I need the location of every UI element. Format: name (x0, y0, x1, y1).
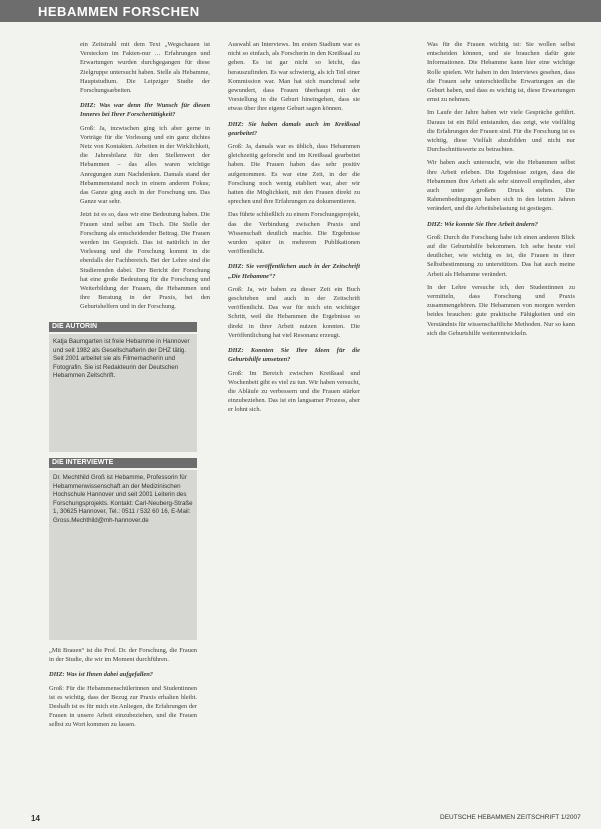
body-paragraph: Wir haben auch untersucht, wie die Hebammen selbst ihre Arbeit erleben. Die Ergebnisse zeigen, dass die Hebammen ihre Arbeit als sehr sinnvoll empfinden, aber auch unter großem Druck stehen. Die Rahmenbedingungen haben sich in den letzten Jahren verändert, und die Arbeitsbelastung ist gestiegen. (427, 159, 575, 213)
body-paragraph: In der Lehre versuche ich, den Studentinnen zu vermitteln, dass Forschung und Praxis zusammengehören. Die Hebammen von morgen werden beides brauchen: gute praktische Fähigkeiten und ein Verständnis für wissenschaftliche Methoden. Nur so kann sich die Geburtshilfe weiterentwickeln. (427, 283, 575, 337)
body-paragraph: Groß: Ja, damals war es üblich, dass Hebammen gleichzeitig geforscht und im Kreißsaal gearbeitet haben. Die Frauen haben das sehr positiv aufgenommen. Es war eine Zeit, in der die Forschung noch wenig etabliert war, aber wir hatten die Möglichkeit, mit den Frauen direkt zu sprechen und ihre Erfahrungen zu dokumentieren. (228, 143, 360, 206)
body-paragraph: Groß: Für die Hebammenschülerinnen und Studentinnen ist es wichtig, dass der Bezug zur Praxis erhalten bleibt. Deshalb ist es für mich ein Anliegen, die Erfahrungen der Frauen in unsere Arbeit einzubeziehen, und die Frauen selbst zu Wort kommen zu lassen. (49, 684, 197, 729)
interview-question: DHZ: Konnten Sie Ihre Ideen für die Geburtshilfe umsetzen? (228, 347, 360, 364)
body-paragraph: Jetzt ist es so, dass wir eine Bedeutung haben. Die Frauen sind selbst am Tisch. Die Stelle der Forschung als entscheidender Beitrag. Die Frauen werden im Gespräch. Das ist natürlich in der Vorlesung und die Forschung kommt in die ebenfalls der Fachbereich. Bei der Lehre sind die Studierenden dabei. Der Bericht der Forschung hat eine große Bedeutung für die Forschung und Weiterbildung der Frauen, die Hebammen und ihre Beratung in der Praxis, bei den Geburtshelfern und in der Forschung. (80, 211, 210, 310)
interview-box-label: DIE INTERVIEWTE (49, 458, 197, 468)
body-paragraph: Groß: Im Bereich zwischen Kreißsaal und Wochenbett gibt es viel zu tun. Wir haben versucht, die Abläufe zu verbessern und die Frauen stärker einzubeziehen. Das ist ein langsamer Prozess, aber er lohnt sich. (228, 369, 360, 414)
page-header (0, 0, 601, 22)
body-paragraph: Das führte schließlich zu einem Forschungsprojekt, das die Verbindung zwischen Praxis und Wissenschaft deutlich machte. Die Ergebnisse wurden später in mehreren Publikationen veröffentlicht. (228, 211, 360, 256)
interview-box-text: Dr. Mechthild Groß ist Hebamme, Professorin für Hebammenwissenschaft an der Medizinischen Hochschule Hannover und seit 2001 Leiterin des Forschungsprojekts. Kontakt: Carl-Neuberg-Straße 1, 30625 Hannover, Tel.: 0511 / 532 60 16, E-Mail: Gross.Mechthild@mh-hannover.de (53, 474, 193, 524)
body-paragraph: Was für die Frauen wichtig ist: Sie wollen selbst entscheiden können, und sie brauchen dafür gute Informationen. Die Hebamme kann hier eine wichtige Rolle spielen. Wir haben in den Interviews gesehen, dass die Frauen sehr unterschiedliche Erwartungen an die Geburt haben, und dass es wichtig ist, diese Erwartungen ernst zu nehmen. (427, 41, 575, 104)
author-box-text: Katja Baumgarten ist freie Hebamme in Hannover und seit 1982 als Gesellschafterin der DHZ tätig. Seit 2001 arbeitet sie als Filmemacherin und Fotografin. Sie ist Redakteurin der Deutschen Hebammen Zeitschrift. (53, 338, 190, 380)
left-column (80, 40, 210, 310)
interview-question: DHZ: Was war denn Ihr Wunsch für diesen Inneres bei Ihrer Forschertätigkeit? (80, 102, 210, 119)
body-paragraph: Groß: Ja, inzwischen ging ich aber gerne in Vorträge für die Vorlesung und ein ganz dichtes Netz von Kontakten. Arbeiten in der Wirklichkeit, die Jahresbilanz für den Stellenwert der Hebammen – das alles waren wichtige Anregungen zum Nachdenken. Damals stand der Hebammenstand noch in einem anderen Fokus; das Ganze ging auch in der Forschung um. Das Ganze war sehr. (80, 124, 210, 206)
publication-name: DEUTSCHE HEBAMMEN ZEITSCHRIFT 1/2007 (440, 814, 581, 821)
section-title: HEBAMMEN FORSCHEN (38, 4, 200, 19)
body-paragraph: Im Laufe der Jahre haben wir viele Gespräche geführt. Daraus ist ein Bild entstanden, das zeigt, wie vielfältig die Erfahrungen der Frauen sind. Für die Forschung ist es wichtig, diese Vielfalt abzubilden und nicht nur Durchschnittswerte zu betrachten. (427, 109, 575, 154)
author-box-label: DIE AUTORIN (49, 322, 197, 332)
right-column (427, 40, 575, 810)
middle-column (228, 40, 360, 810)
page-number: 14 (31, 814, 40, 823)
author-box (49, 334, 197, 452)
body-paragraph: „Mit Brauen“ ist die Prof. Dr. der Forschung, die Frauen in der Studie, die wir im Moment durchführen. (49, 647, 197, 664)
body-paragraph: Groß: Durch die Forschung habe ich einen anderen Blick auf die Geburtshilfe bekommen. Ich sehe heute viel deutlicher, wie wichtig es ist, die Frauen in ihrer Selbstbestimmung zu unterstützen. Das hat auch meine Arbeit als Hebamme verändert. (427, 233, 575, 278)
left-column-lower (49, 646, 197, 806)
interview-question: DHZ: Was ist Ihnen dabei aufgefallen? (49, 671, 153, 679)
interview-question: DHZ: Sie veröffentlichen auch in der Zeitschrift „Die Hebamme“? (228, 263, 360, 280)
body-paragraph: Auswahl an Interviews. Im ersten Stadium war es nicht so einfach, als Forscherin in den Kreißsaal zu gehen. Es ist gar nicht so leicht, das herauszufinden. Es war schwierig, als ich Teil einer Kommission war. Man hat sich manchmal sehr gewundert, dass Frauen überhaupt mit der Vorstellung in die Geburt hineingehen, dass sie etwas über ihre eigene Geburt sagen können. (228, 41, 360, 113)
interview-box (49, 470, 197, 640)
body-paragraph: Groß: Ja, wir haben zu dieser Zeit ein Buch geschrieben und auch in der Zeitschrift veröffentlicht. Das war für mich ein wichtiger Schritt, weil die Hebammen die Ergebnisse so direkt in ihrer Arbeit nutzen konnten. Die Veröffentlichung hat viel Resonanz erzeugt. (228, 285, 360, 339)
body-paragraph: ein Zeitstrahl mit dem Text „Wegschauen ist Verstecken im Fakten-nur … Erfahrungen und Erwartungen wurden durchgegangen für diese Zielgruppe untersucht haben. Stelle als Hebamme, Hauptstudium. Die Leipziger Studie der Forschungsarbeiten. (80, 41, 210, 95)
interview-question: DHZ: Sie haben damals auch im Kreißsaal gearbeitet? (228, 120, 360, 137)
interview-question: DHZ: Wie konnte Sie Ihre Arbeit ändern? (427, 220, 538, 228)
